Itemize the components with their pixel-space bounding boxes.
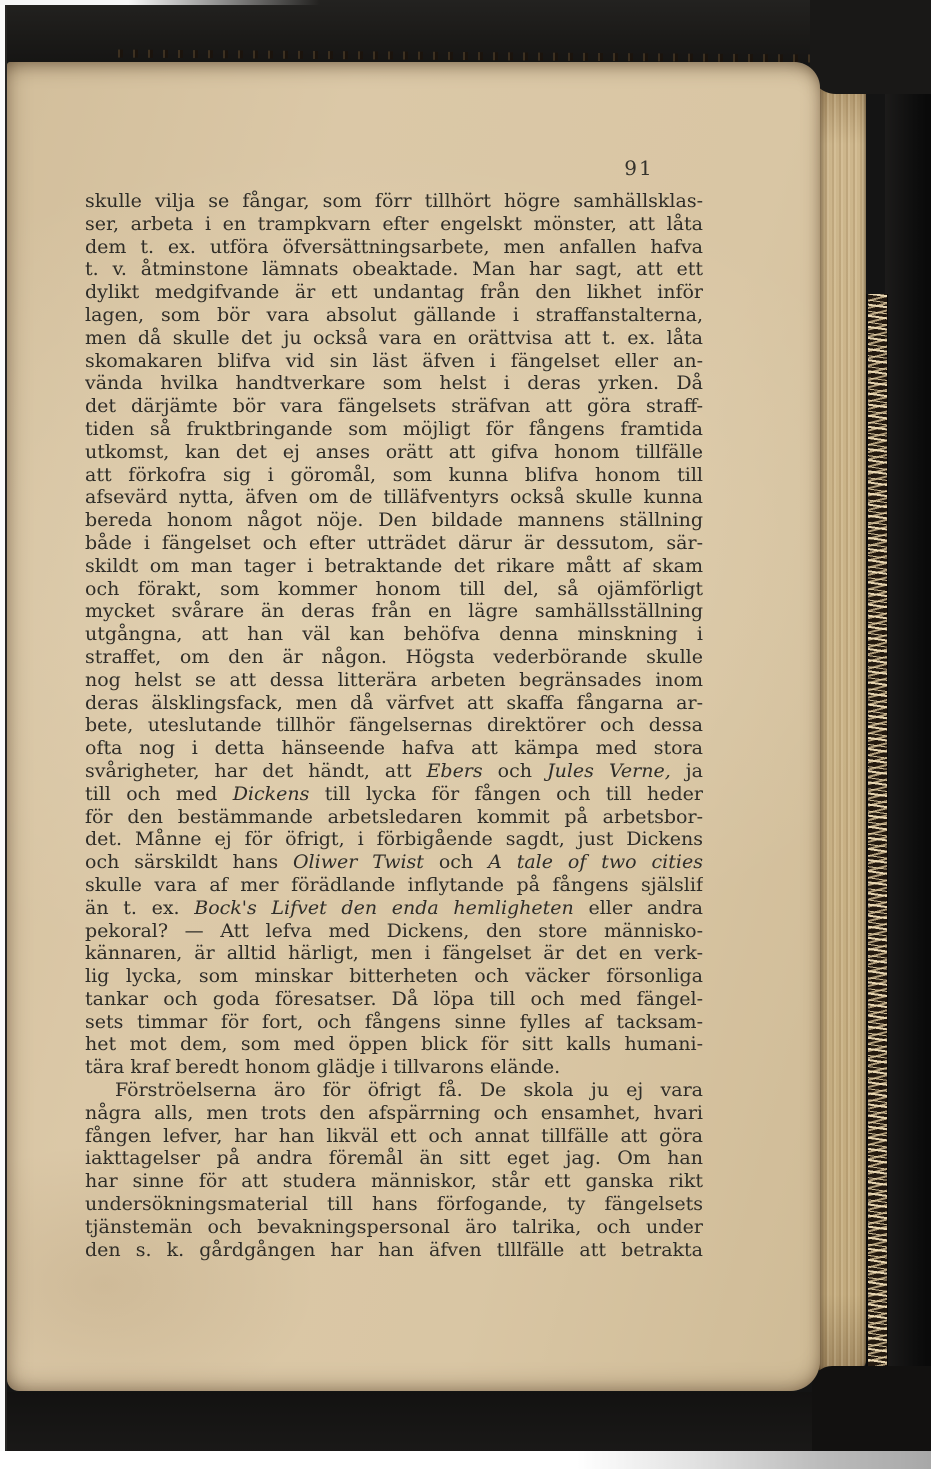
text-line: mycket svårare än deras från en lägre samhällsställning (85, 600, 703, 623)
text-line: för den bestämmande arbetsledaren kommit på arbetsbor- (85, 805, 703, 828)
text-line: skildt om man tager i betraktande det rikare mått af skam (85, 554, 703, 577)
text-line: tiden så fruktbringande som möjligt för fångens framtida (85, 417, 703, 440)
page-number: 91 (624, 156, 654, 180)
text-line: än t. ex. Bock's Lifvet den enda hemligheten eller andra (85, 896, 703, 919)
text-line: kännaren, är alltid härligt, men i fängelset är det en verk- (85, 942, 703, 965)
text-line: nog helst se att dessa litterära arbeten begränsades inom (85, 668, 703, 691)
text-line: det därjämte bör vara fängelsets sträfvan att göra straff- (85, 395, 703, 418)
text-line: dem t. ex. utföra öfversättningsarbete, men anfallen hafva (85, 235, 703, 258)
text-line: ser, arbeta i en trampkvarn efter engelskt mönster, att låta (85, 212, 703, 235)
text-line: skulle vara af mer förädlande inflytande på fångens själslif (85, 873, 703, 896)
text-line: lig lycka, som minskar bitterheten och väcker försonliga (85, 965, 703, 988)
text-line: sets timmar för fort, och fångens sinne fylles af tacksam- (85, 1010, 703, 1033)
text-line: iakttagelser på andra föremål än sitt eget jag. Om han (85, 1147, 703, 1170)
text-line: deras älsklingsfack, men då värfvet att skaffa fångarna ar- (85, 691, 703, 714)
text-line: bete, uteslutande tillhör fängelsernas direktörer och dessa (85, 714, 703, 737)
text-line: pekoral? — Att lefva med Dickens, den store människo- (85, 919, 703, 942)
text-line: skomakaren blifva vid sin läst äfven i fängelset eller an- (85, 349, 703, 372)
text-line: tära kraf beredt honom glädje i tillvarons elände. (85, 1056, 561, 1079)
book-page (7, 62, 820, 1391)
cover-corner-top-right (810, 0, 931, 94)
text-line: ofta nog i detta hänseende hafva att kämpa med stora (85, 737, 703, 760)
book-fore-edge (818, 80, 866, 1372)
marbled-edge-strip (866, 294, 888, 1372)
text-line: några alls, men trots den afspärrning och ensamhet, hvari (85, 1101, 703, 1124)
text-line: svårigheter, har det händt, att Ebers och Jules Verne, ja (85, 759, 703, 782)
text-line: straffet, om den är någon. Högsta vederbörande skulle (85, 645, 703, 668)
scanner-background-bottom (0, 1392, 931, 1456)
text-line: t. v. åtminstone lämnats obeaktade. Man har sagt, att ett (85, 258, 703, 281)
scanner-background-right (885, 0, 931, 1469)
text-line: till och med Dickens till lycka för fången och till heder (85, 782, 703, 805)
text-line: utgångna, att han väl kan behöfva denna minskning i (85, 623, 703, 646)
scan-edge-white-left (0, 0, 7, 1469)
text-line: både i fängelset och efter utträdet därur är dessutom, sär- (85, 531, 703, 554)
text-line: dylikt medgifvande är ett undantag från den likhet inför (85, 281, 703, 304)
text-line: och förakt, som kommer honom till del, så ojämförligt (85, 577, 703, 600)
text-line: tankar och goda föresatser. Då löpa till och med fängel- (85, 987, 703, 1010)
text-line: det. Månne ej för öfrigt, i förbigående sagdt, just Dickens (85, 828, 703, 851)
text-line: Förströelserna äro för öfrigt få. De skola ju ej vara (115, 1079, 703, 1102)
text-line: utkomst, kan det ej anses orätt att gifva honom tillfälle (85, 440, 703, 463)
text-block (85, 190, 703, 1261)
text-line: het mot dem, som med öppen blick för sitt kalls humani- (85, 1033, 703, 1056)
scan-edge-white-bottom (0, 1451, 931, 1469)
text-line: den s. k. gårdgången har han äfven tlllfälle att betrakta (85, 1238, 703, 1261)
text-line: tjänstemän och bevakningspersonal äro talrika, och under (85, 1215, 703, 1238)
text-line: vända hvilka handtverkare som helst i deras yrken. Då (85, 372, 703, 395)
text-line: men då skulle det ju också vara en orättvisa att t. ex. låta (85, 326, 703, 349)
text-line: och särskildt hans Oliwer Twist och A tale of two cities (85, 851, 703, 874)
text-line: afsevärd nytta, äfven om de tilläfventyrs också skulle kunna (85, 486, 703, 509)
text-line: har sinne för att studera människor, står ett ganska rikt (85, 1170, 703, 1193)
scan-edge-white-top (0, 0, 320, 5)
text-line: fången lefver, har han likväl ett och annat tillfälle att göra (85, 1124, 703, 1147)
text-line: skulle vilja se fångar, som förr tillhört högre samhällsklas- (85, 190, 703, 212)
text-line: att förkofra sig i göromål, som kunna blifva honom till (85, 463, 703, 486)
text-line: undersökningsmaterial till hans förfogande, ty fängelsets (85, 1193, 703, 1216)
text-line: lagen, som bör vara absolut gällande i straffanstalterna, (85, 303, 703, 326)
text-line: bereda honom något nöje. Den bildade mannens ställning (85, 509, 703, 532)
